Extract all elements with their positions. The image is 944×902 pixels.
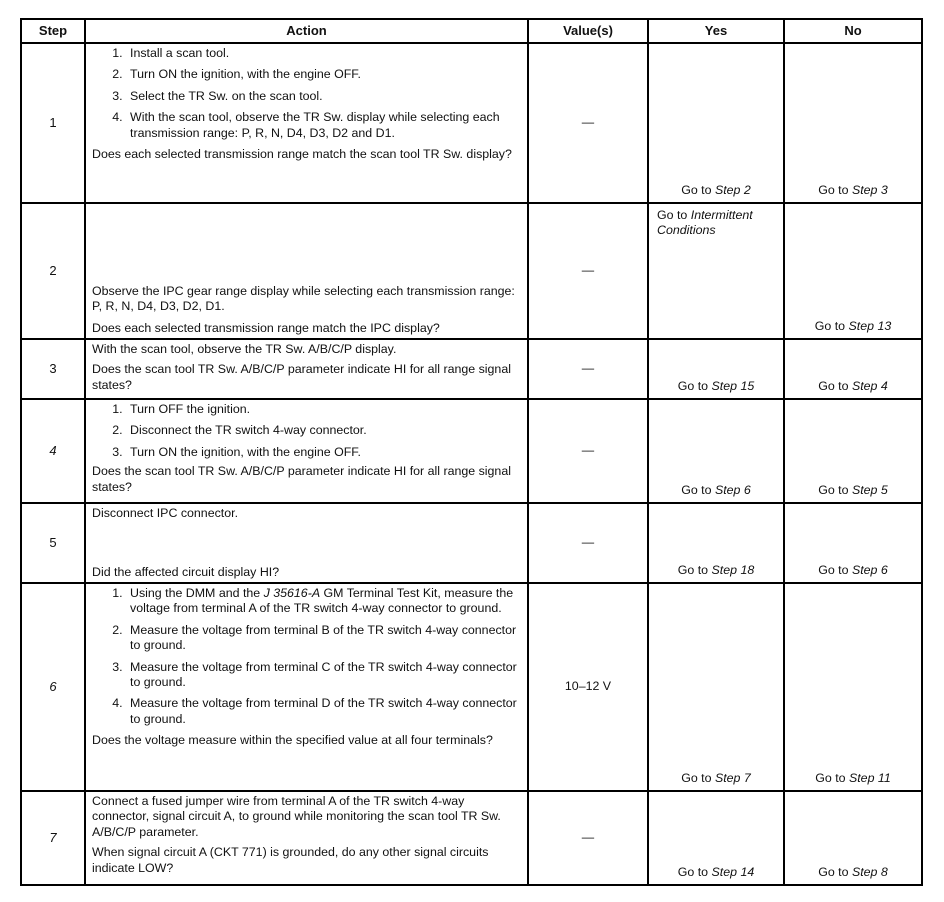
step-number: 5	[21, 503, 85, 583]
yes-step-ref: Step 18	[711, 562, 755, 577]
header-yes: Yes	[648, 19, 784, 43]
header-action: Action	[85, 19, 528, 43]
value-cell: 10–12 V	[528, 583, 648, 791]
action-cell	[85, 791, 528, 885]
step-number: 6	[21, 583, 85, 791]
table-row	[21, 43, 922, 203]
yes-cell: Go to Intermittent Conditions	[648, 203, 784, 339]
yes-step-ref: Step 15	[711, 378, 755, 393]
action-cell	[85, 503, 528, 583]
no-step-ref: Step 8	[851, 864, 888, 879]
action-item: 3. Measure the voltage from terminal C of the TR switch 4-way connector to ground.	[126, 660, 521, 691]
action-item: 1. Using the DMM and the J 35616-A GM Terminal Test Kit, measure the voltage from terminal A of the TR switch 4-way connector to ground.	[126, 586, 521, 617]
action-cell	[85, 43, 528, 203]
step-number: 3	[21, 339, 85, 399]
yes-step-ref: Intermittent Conditions	[657, 208, 753, 238]
header-values: Value(s)	[528, 19, 648, 43]
value-cell: —	[528, 399, 648, 503]
yes-step-ref: Step 2	[714, 182, 751, 197]
step-number: 1	[21, 43, 85, 203]
no-step-ref: Step 4	[851, 378, 888, 393]
action-item: 2. Measure the voltage from terminal B of the TR switch 4-way connector to ground.	[126, 623, 521, 654]
action-item: 1. Install a scan tool.	[126, 46, 521, 61]
action-cell	[85, 339, 528, 399]
no-cell: Go to Step 6	[784, 503, 922, 583]
action-item: 1. Turn OFF the ignition.	[126, 402, 521, 417]
action-item: 2. Turn ON the ignition, with the engine OFF.	[126, 67, 521, 82]
value-cell: —	[528, 339, 648, 399]
step-number: 2	[21, 203, 85, 339]
table-row	[21, 399, 922, 503]
table-row	[21, 503, 922, 583]
no-cell: Go to Step 13	[784, 203, 922, 339]
action-question: Does the scan tool TR Sw. A/B/C/P parameter indicate HI for all range signal states?	[92, 362, 511, 392]
header-no: No	[784, 19, 922, 43]
action-text: With the scan tool, observe the TR Sw. A/B/C/P display.	[92, 342, 397, 356]
no-step-ref: Step 6	[851, 562, 888, 577]
tool-number: J 35616-A	[263, 586, 321, 600]
action-cell	[85, 399, 528, 503]
table-row	[21, 203, 922, 339]
table-row	[21, 791, 922, 885]
yes-cell: Go to Step 18	[648, 503, 784, 583]
value-cell: —	[528, 791, 648, 885]
yes-cell: Go to Step 2	[648, 43, 784, 203]
action-text: Connect a fused jumper wire from terminal A of the TR switch 4-way connector, signal circuit A, to ground while monitoring the scan tool TR Sw. A/B/C/P parameter.	[92, 794, 501, 839]
no-step-ref: Step 5	[851, 482, 888, 497]
header-step: Step	[21, 19, 85, 43]
yes-cell: Go to Step 7	[648, 583, 784, 791]
action-question: When signal circuit A (CKT 771) is grounded, do any other signal circuits indicate LOW?	[92, 845, 489, 875]
value-cell: —	[528, 43, 648, 203]
step-number: 4	[21, 399, 85, 503]
no-cell: Go to Step 11	[784, 583, 922, 791]
yes-cell: Go to Step 14	[648, 791, 784, 885]
table-row	[21, 583, 922, 791]
action-question: Does the scan tool TR Sw. A/B/C/P parameter indicate HI for all range signal states?	[92, 464, 511, 494]
diagnostic-table	[20, 18, 923, 886]
action-question: Does each selected transmission range match the IPC display?	[92, 320, 440, 335]
no-cell: Go to Step 3	[784, 43, 922, 203]
header-row	[21, 19, 922, 43]
value-cell: —	[528, 203, 648, 339]
action-item: 4. Measure the voltage from terminal D of the TR switch 4-way connector to ground.	[126, 696, 521, 727]
yes-step-ref: Step 14	[711, 864, 755, 879]
action-list	[92, 402, 521, 460]
yes-step-ref: Step 7	[714, 770, 751, 785]
no-cell: Go to Step 4	[784, 339, 922, 399]
action-cell	[85, 583, 528, 791]
action-item: 3. Turn ON the ignition, with the engine OFF.	[126, 445, 521, 460]
no-cell: Go to Step 8	[784, 791, 922, 885]
step-number: 7	[21, 791, 85, 885]
action-item: 3. Select the TR Sw. on the scan tool.	[126, 89, 521, 104]
yes-cell: Go to Step 6	[648, 399, 784, 503]
action-question: Did the affected circuit display HI?	[92, 564, 280, 579]
value-cell: —	[528, 503, 648, 583]
action-list	[92, 46, 521, 141]
action-question: Does the voltage measure within the specified value at all four terminals?	[92, 733, 493, 748]
action-cell	[85, 203, 528, 339]
action-item: 4. With the scan tool, observe the TR Sw. display while selecting each transmission range: P, R, N, D4, D3, D2 and D1.	[126, 110, 521, 141]
action-item: 2. Disconnect the TR switch 4-way connector.	[126, 423, 521, 438]
action-text: Disconnect IPC connector.	[92, 506, 239, 520]
yes-step-ref: Step 6	[714, 482, 751, 497]
action-question: Does each selected transmission range match the scan tool TR Sw. display?	[92, 147, 512, 162]
no-step-ref: Step 11	[848, 770, 891, 785]
no-step-ref: Step 3	[851, 182, 888, 197]
no-step-ref: Step 13	[848, 318, 892, 333]
action-list	[92, 586, 521, 727]
no-cell: Go to Step 5	[784, 399, 922, 503]
yes-cell: Go to Step 15	[648, 339, 784, 399]
action-text: Observe the IPC gear range display while selecting each transmission range: P, R, N, D4, D3, D2, D1.	[92, 283, 515, 314]
table-row	[21, 339, 922, 399]
